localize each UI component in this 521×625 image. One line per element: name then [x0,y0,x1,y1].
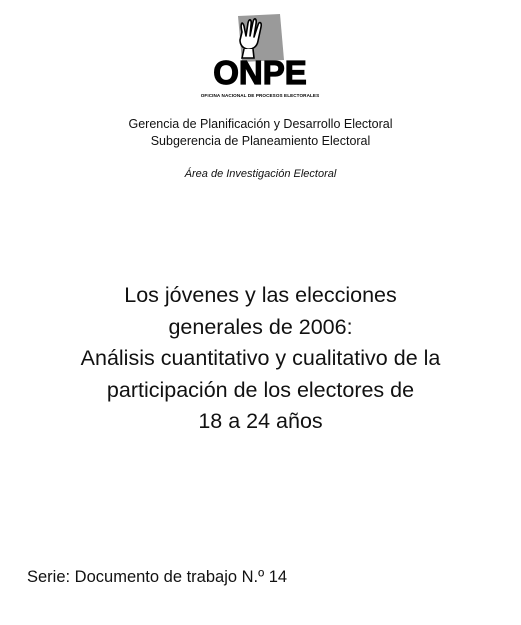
logo-subtitle: OFICINA NACIONAL DE PROCESOS ELECTORALES [200,93,320,98]
research-area: Área de Investigación Electoral [184,168,337,180]
title-line-1: Los jóvenes y las elecciones [124,283,397,307]
series-label: Serie: Documento de trabajo N.º 14 [27,568,288,586]
sub-management-office: Subgerencia de Planeamiento Electoral [150,134,371,148]
logo-wordmark: ONPE [213,54,307,91]
title-line-5: 18 a 24 años [198,409,323,433]
management-office: Gerencia de Planificación y Desarrollo Electoral [128,117,393,131]
title-line-2: generales de 2006: [168,314,353,339]
title-line-3: Análisis cuantitativo y cualitativo de la [80,346,441,370]
title-line-4: participación de los electores de [106,377,415,402]
document-title [40,280,481,438]
onpe-logo [192,14,328,106]
